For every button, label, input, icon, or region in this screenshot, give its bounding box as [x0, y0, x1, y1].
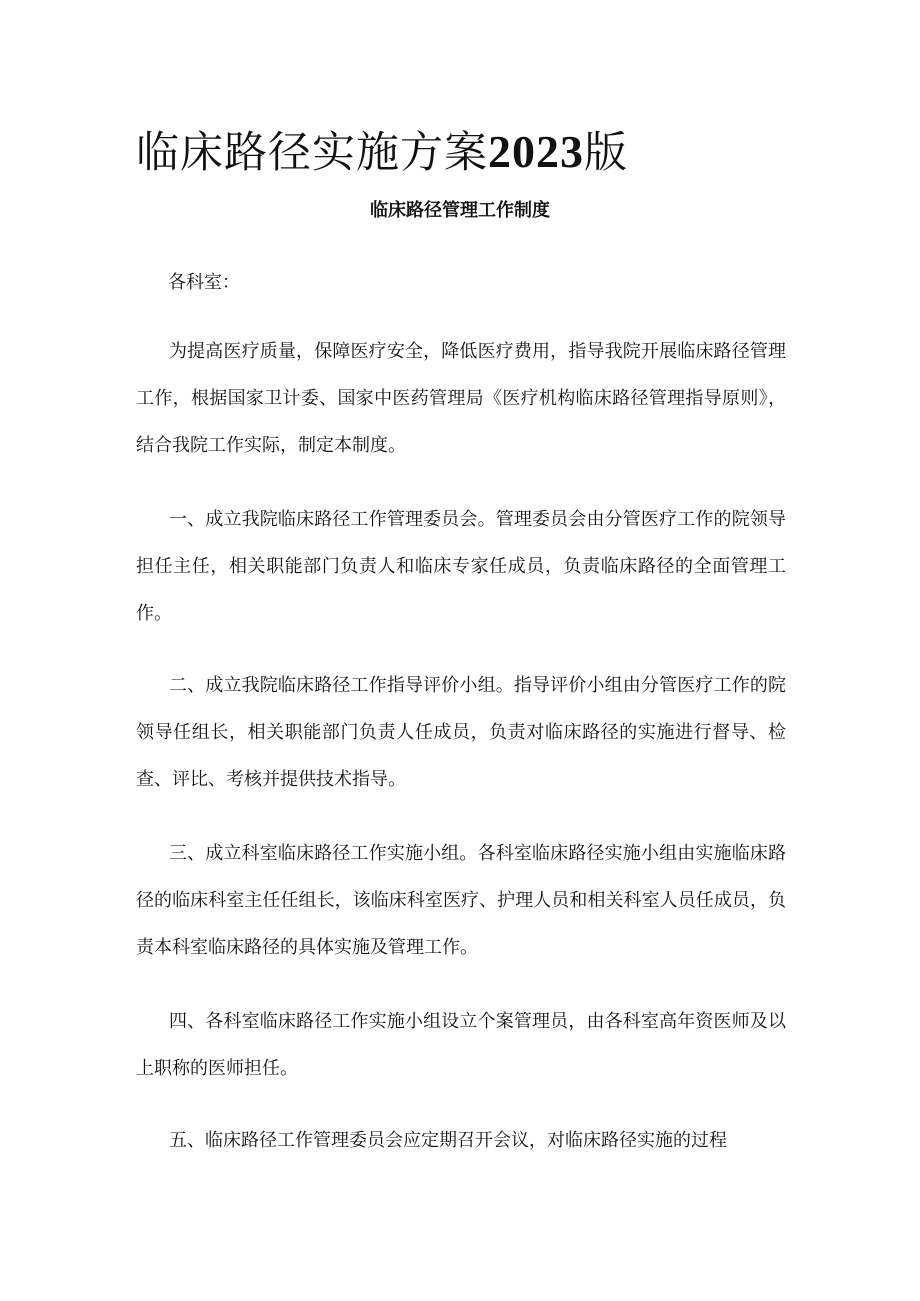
paragraph-item-3: 三、成立科室临床路径工作实施小组。各科室临床路径实施小组由实施临床路径的临床科室主任任组长，该临床科室医疗、护理人员和相关科室人员任成员，负责本科室临床路径的具体实施及管理工作。 [136, 843, 786, 958]
paragraph-item-1: 一、成立我院临床路径工作管理委员会。管理委员会由分管医疗工作的院领导担任主任，相关职能部门负责人和临床专家任成员，负责临床路径的全面管理工作。 [136, 509, 786, 624]
document-subtitle: 临床路径管理工作制度 [370, 200, 550, 221]
paragraph-item-4: 四、各科室临床路径工作实施小组设立个案管理员，由各科室高年资医师及以上职称的医师担任。 [136, 1011, 786, 1079]
paragraph-item-2: 二、成立我院临床路径工作指导评价小组。指导评价小组由分管医疗工作的院领导任组长，相关职能部门负责人任成员，负责对临床路径的实施进行督导、检查、评比、考核并提供技术指导。 [136, 675, 786, 790]
title-year: 2023 [488, 126, 584, 177]
paragraph-item-5: 五、临床路径工作管理委员会应定期召开会议，对临床路径实施的过程 [169, 1130, 727, 1151]
salutation: 各科室： [168, 272, 240, 293]
title-text: 临床路径实施方案 [136, 128, 488, 178]
title-suffix: 版 [584, 128, 628, 178]
paragraph-intro: 为提高医疗质量，保障医疗安全，降低医疗费用，指导我院开展临床路径管理工作，根据国家卫计委、国家中医药管理局《医疗机构临床路径管理指导原则》，结合我院工作实际，制定本制度。 [136, 341, 786, 456]
document-title [136, 122, 628, 183]
